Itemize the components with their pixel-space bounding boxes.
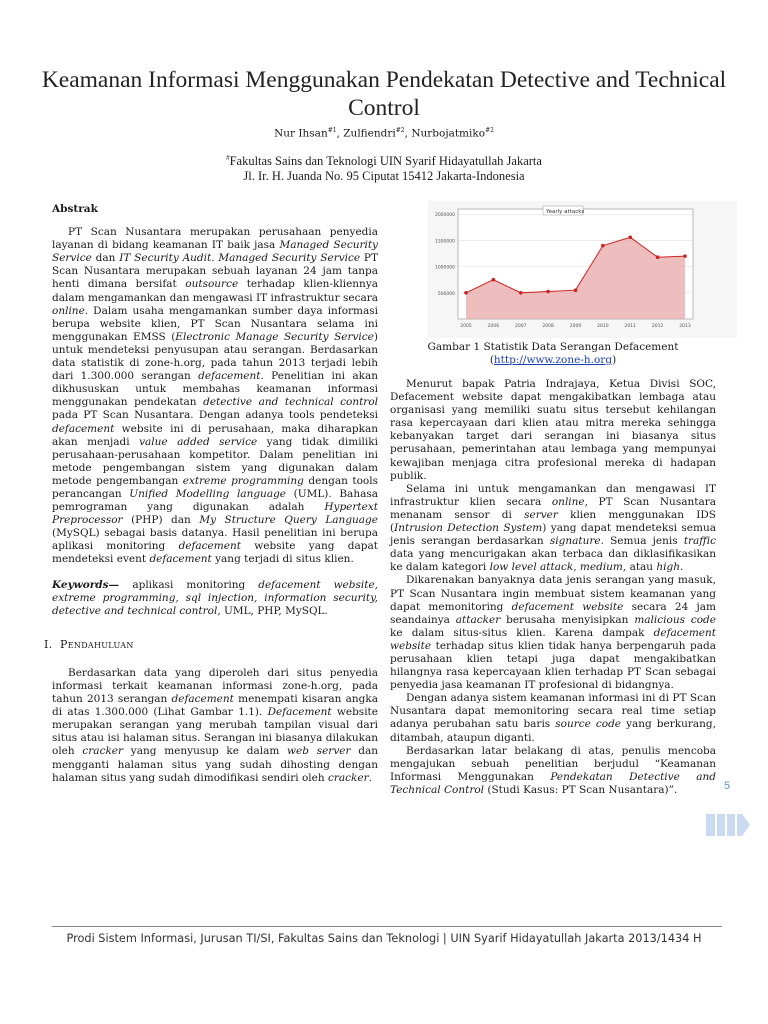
chart-figure	[428, 201, 737, 338]
abstract-body: PT Scan Nusantara merupakan perusahaan penyedia layanan di bidang keamanan IT baik jasa Managed Security Service dan IT Security Audit. Managed Security Service PT Scan Nusantara merupakan sebuah layanan 24 jam tanpa henti dimana bersifat outsource terhadap klien-kliennya dalam mengamankan dan mengawasi IT infrastruktur secara online. Dalam usaha mengamankan sumber daya informasi berupa website klien, PT Scan Nusantara selama ini menggunakan EMSS (Electronic Manage Security Service) untuk mendeteksi penyusupan atau serangan. Berdasarkan data statistik di zone-h.org, pada tahun 2013 terjadi lebih dari 1.300.000 serangan defacement. Penelitian ini akan dikhususkan untuk membahas keamanan informasi menggunakan pendekatan detective and technical control pada PT Scan Nusantara. Dengan adanya tools pendeteksi defacement website ini di perusahaan, maka diharapkan akan menjadi value added service yang tidak dimiliki perusahaan-perusahaan kompetitor. Dalam penelitian ini metode pengembangan sistem yang digunakan dalam metode pengembangan extreme programming dengan tools perancangan Unified Modelling language (UML). Bahasa pemrograman yang digunakan adalah Hypertext Preprocessor (PHP) dan My Structure Query Language (MySQL) sebagai basis datanya. Hasil penelitian ini berupa aplikasi monitoring defacement website yang dapat mendeteksi event defacement yang terjadi di situs klien.	[52, 226, 379, 566]
data-point	[546, 290, 550, 294]
right-column	[390, 378, 716, 797]
footer-rule	[52, 926, 722, 927]
author-list: Nur Ihsan$^{\#1}$, Zulfiendri$^{\#2}$, Nurbojatmiko$^{\#2}$	[274, 127, 494, 140]
paper-title: Keamanan Informasi Menggunakan Pendekatan Detective and Technical Control	[41, 67, 727, 121]
data-point	[492, 278, 496, 282]
page-number: 5	[724, 780, 731, 792]
y-tick-label: 500000	[437, 291, 455, 297]
author-mark: #2	[395, 127, 405, 134]
data-point	[656, 255, 660, 259]
ribbon-icon	[706, 812, 750, 838]
x-tick-label: 2010	[597, 324, 609, 329]
affiliation	[0, 151, 768, 184]
y-tick-label: 2000000	[434, 213, 455, 219]
data-point	[574, 288, 578, 292]
keywords: Keywords— aplikasi monitoring defacement website, extreme programming, sql injection, information security, detective and technical control, UML, PHP, MySQL.	[52, 578, 379, 617]
chart-title: Yearly attacks	[546, 209, 585, 215]
author-name: Nur Ihsan	[274, 127, 328, 140]
data-point	[601, 244, 605, 248]
intro-paragraph: Berdasarkan data yang diperoleh dari situs penyedia informasi terkait keamanan informasi zone-h.org, pada tahun 2013 serangan defacement menempati kisaran angka di atas 1.300.000 (Lihat Gambar 1.1). Defacement website merupakan serangan yang merubah tampilan visual dari situs atau isi halaman situs. Serangan ini biasanya dilakukan oleh cracker yang menyusup ke dalam web server dan mengganti halaman situs yang sudah dihosting dengan halaman situs yang sudah dimodifikasi sendiri oleh cracker.	[52, 666, 378, 784]
data-point	[683, 254, 687, 258]
body-paragraph: Menurut bapak Patria Indrajaya, Ketua Divisi SOC, Defacement website dapat mengakibatkan lembaga atau organisasi yang memiliki suatu situs tersebut kehilangan rasa kepercayaan dari klien atau mitra mereka sehingga kebanyakan target dari serangan ini biasanya situs perusahaan, pemerintahan atau lembaga yang mempunyai kewajiban menjaga citra profesional mereka di hadapan publik.	[390, 378, 716, 482]
page-footer: Prodi Sistem Informasi, Jurusan TI/SI, Fakultas Sains dan Teknologi | UIN Syarif Hidayatullah Jakarta 2013/1434 H	[66, 932, 702, 945]
x-tick-label: 2008	[542, 324, 554, 329]
section-heading: I. Pendahuluan	[44, 637, 134, 651]
x-tick-label: 2009	[569, 324, 582, 329]
figure-caption: Gambar 1 Statistik Data Serangan Defacement (http://www.zone-h.org)	[427, 341, 679, 366]
abstract-heading: Abstrak	[52, 203, 98, 215]
data-point	[519, 291, 523, 295]
affiliation-mark: #	[226, 154, 230, 162]
body-paragraph: Dikarenakan banyaknya data jenis serangan yang masuk, PT Scan Nusantara ingin membuat sistem keamanan yang dapat memonitoring defacement website secara 24 jam seandainya attacker berusaha menyisipkan malicious code ke dalam situs-situs klien. Karena dampak defacement website terhadap situs klien tidak hanya berpengaruh pada perusahaan klien tetapi juga dapat mengakibatkan hilangnya rasa kepercayaan klien terhadap PT Scan sebagai penyedia jasa keamanan IT profesional di bidangnya.	[390, 574, 716, 692]
data-point	[464, 291, 468, 295]
data-point	[628, 235, 632, 239]
y-tick-label: 1000000	[434, 265, 455, 271]
affiliation-address: Jl. Ir. H. Juanda No. 95 Ciputat 15412 Jakarta-Indonesia	[243, 169, 525, 184]
zone-h-link[interactable]: http://www.zone-h.org	[493, 354, 613, 366]
yearly-attacks-chart	[428, 201, 737, 338]
y-tick-label: 1500000	[434, 239, 455, 245]
x-tick-label: 2007	[515, 324, 527, 329]
body-paragraph: Dengan adanya sistem keamanan informasi ini di PT Scan Nusantara dapat memonitoring secara real time setiap adanya perubahan satu baris source code yang berkurang, ditambah, ataupun diganti.	[390, 692, 716, 744]
left-column	[44, 203, 379, 785]
author-mark: #2	[485, 127, 494, 134]
body-paragraph: Berdasarkan latar belakang di atas, penulis mencoba mengajukan sebuah penelitian berjudul “Keamanan Informasi Menggunakan Pendekatan Detective and Technical Control (Studi Kasus: PT Scan Nusantara)”.	[390, 744, 716, 796]
x-tick-label: 2006	[487, 324, 500, 329]
x-tick-label: 2011	[624, 324, 636, 329]
x-tick-label: 2005	[460, 324, 472, 329]
affiliation-name: Fakultas Sains dan Teknologi UIN Syarif Hidayatullah Jakarta	[229, 154, 542, 169]
author-name: Zulfiendri	[343, 127, 396, 140]
x-tick-label: 2013	[679, 324, 691, 329]
author-mark: #1	[327, 127, 337, 134]
author-name: Nurbojatmiko	[411, 127, 486, 140]
body-paragraph: Selama ini untuk mengamankan dan mengawasi IT infrastruktur klien secara online, PT Scan Nusantara menanam sensor di server klien menggunakan IDS (Intrusion Detection System) yang dapat mendeteksi semua jenis serangan berdasarkan signature. Semua jenis traffic data yang mencurigakan akan terbaca dan diklasifikasikan ke dalam kategori low level attack, medium, atau high.	[390, 482, 716, 574]
x-tick-label: 2012	[651, 324, 664, 329]
